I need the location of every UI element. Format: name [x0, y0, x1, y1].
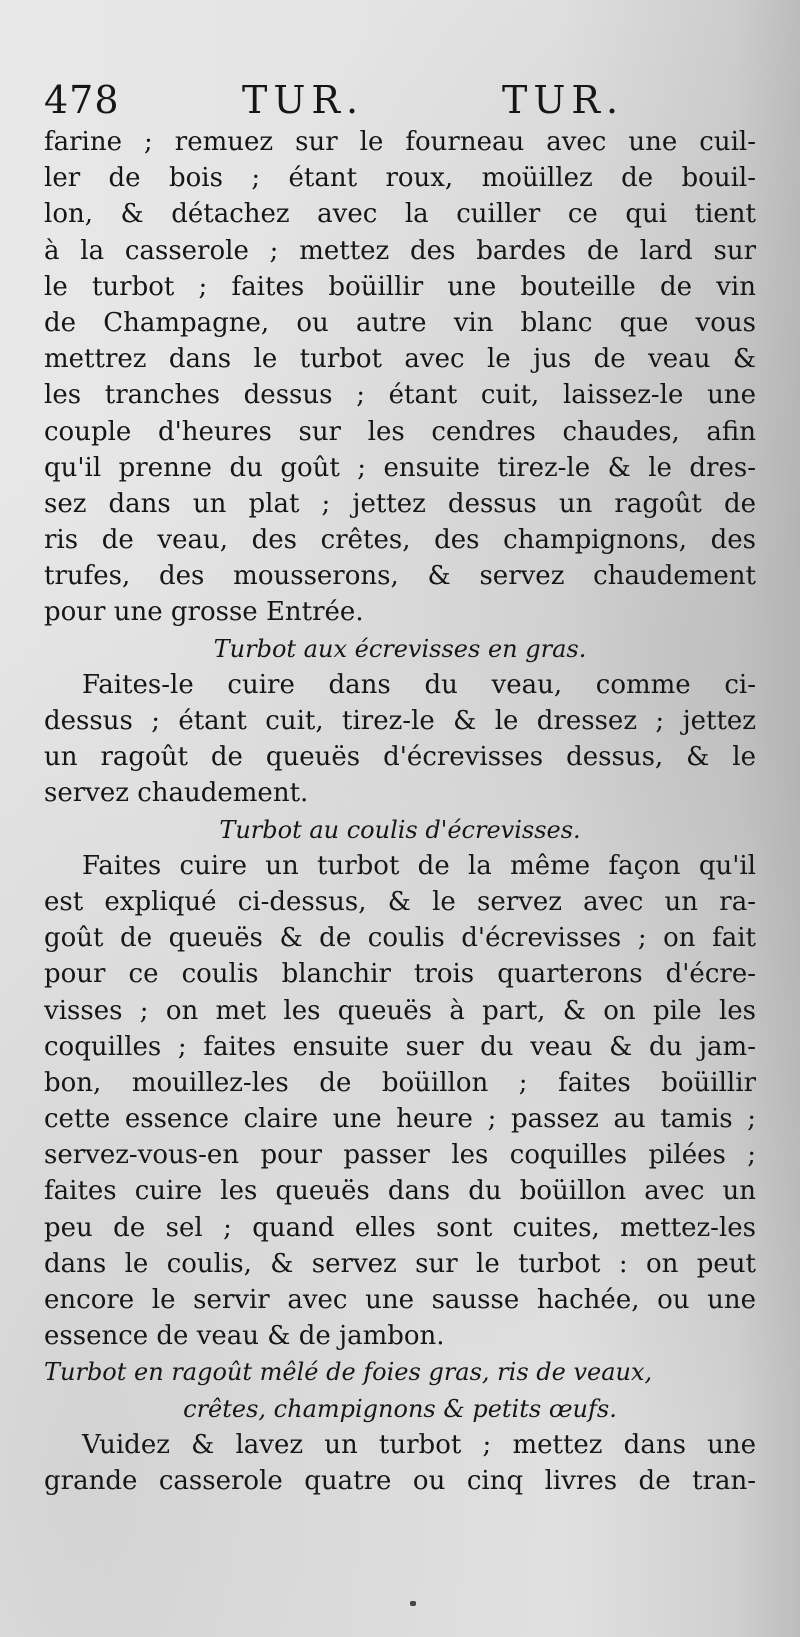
- text-line: ris de veau, des crêtes, des champignons, des: [44, 525, 756, 556]
- text-line: peu de sel ; quand elles sont cuites, mettez-les: [44, 1212, 756, 1243]
- text-line: Vuidez & lavez un turbot ; mettez dans une: [82, 1429, 756, 1460]
- recipe-heading: Turbot en ragoût mêlé de foies gras, ris de veaux,: [44, 1358, 653, 1387]
- recipe-heading-continued: crêtes, champignons & petits œufs.: [183, 1394, 617, 1423]
- body-text: [44, 124, 756, 1499]
- text-line: qu'il prenne du goût ; ensuite tirez-le & le dres-: [44, 452, 756, 483]
- text-line: le turbot ; faites boüillir une bouteille de vin: [44, 271, 756, 302]
- text-line: les tranches dessus ; étant cuit, laissez-le une: [44, 380, 756, 411]
- text-line: de Champagne, ou autre vin blanc que vous: [44, 307, 756, 338]
- text-line: pour ce coulis blanchir trois quarterons d'écre-: [44, 959, 756, 990]
- text-line: servez-vous-en pour passer les coquilles pilées ;: [44, 1140, 756, 1171]
- text-line: encore le servir avec une sausse hachée, ou une: [44, 1285, 756, 1315]
- page-number: 478: [44, 78, 120, 122]
- text-line: dessus ; étant cuit, tirez-le & le dressez ; jettez: [44, 706, 756, 736]
- text-line: trufes, des mousserons, & servez chaudement: [44, 561, 756, 592]
- text-line: est expliqué ci-dessus, & le servez avec un ra-: [44, 886, 756, 917]
- text-line: grande casserole quatre ou cinq livres de tran-: [44, 1465, 756, 1496]
- text-line: lon, & détachez avec la cuiller ce qui tient: [44, 199, 756, 230]
- text-line: Faites cuire un turbot de la même façon qu'il: [82, 850, 756, 881]
- text-line: coquilles ; faites ensuite suer du veau & du jam-: [44, 1031, 756, 1062]
- running-head-right: TUR.: [502, 78, 625, 122]
- text-line: dans le coulis, & servez sur le turbot : on peut: [44, 1248, 756, 1279]
- text-line: couple d'heures sur les cendres chaudes, afin: [44, 416, 756, 447]
- text-line: faites cuire les queuës dans du boüillon avec un: [44, 1176, 756, 1207]
- text-line: visses ; on met les queuës à part, & on pile les: [44, 995, 756, 1026]
- text-line: sez dans un plat ; jettez dessus un ragoût de: [44, 488, 756, 519]
- text-line: goût de queuës & de coulis d'écrevisses ; on fait: [44, 923, 756, 954]
- recipe-heading: Turbot aux écrevisses en gras.: [213, 634, 587, 663]
- text-line: Faites-le cuire dans du veau, comme ci-: [82, 669, 756, 700]
- page-header: [44, 72, 764, 128]
- text-line: un ragoût de queuës d'écrevisses dessus, & le: [44, 742, 756, 773]
- text-line: mettrez dans le turbot avec le jus de veau &: [44, 344, 756, 375]
- running-head-left: TUR.: [242, 78, 365, 122]
- text-line: à la casserole ; mettez des bardes de lard sur: [44, 235, 756, 266]
- text-line: bon, mouillez-les de boüillon ; faites boüillir: [44, 1067, 756, 1098]
- text-line: pour une grosse Entrée.: [44, 597, 364, 628]
- text-line: farine ; remuez sur le fourneau avec une cuil-: [44, 127, 756, 157]
- text-line: ler de bois ; étant roux, moüillez de bouil-: [44, 163, 756, 194]
- text-line: cette essence claire une heure ; passez au tamis ;: [44, 1104, 756, 1135]
- printer-mark: [410, 1601, 416, 1606]
- text-line: essence de veau & de jambon.: [44, 1321, 445, 1352]
- recipe-heading: Turbot au coulis d'écrevisses.: [219, 815, 581, 844]
- text-line: servez chaudement.: [44, 778, 309, 809]
